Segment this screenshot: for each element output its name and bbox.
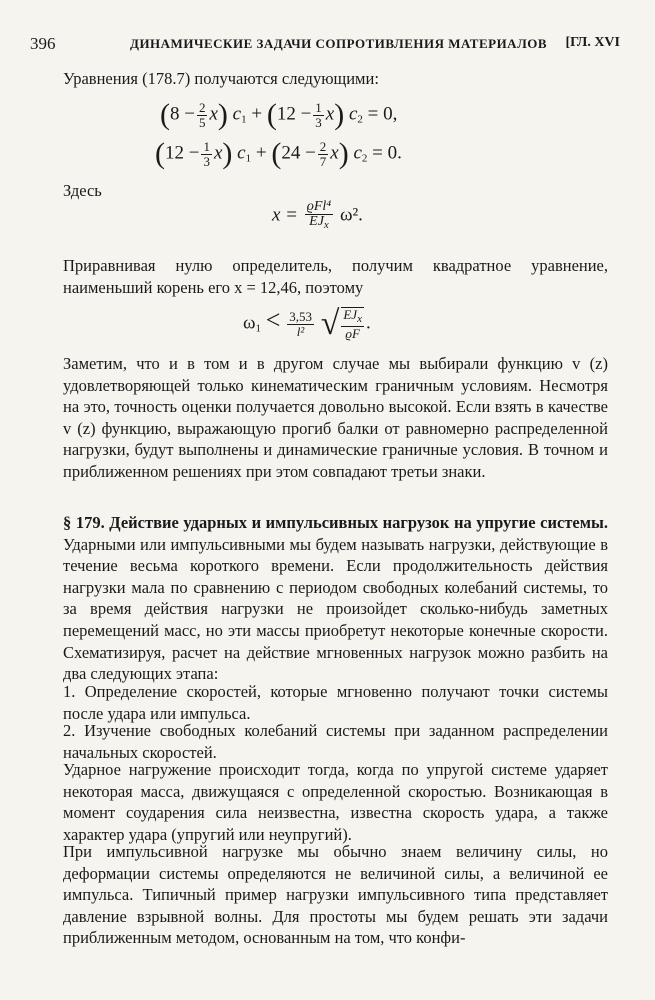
intro-line: Уравнения (178.7) получаются следующими: <box>63 69 379 88</box>
list-item-1: 1. Определение скоростей, которые мгновенно получают точки системы после удара или импульса. <box>63 682 608 723</box>
eq1-term: 8 − <box>170 103 195 125</box>
page-header <box>30 34 620 56</box>
paragraph-impact-loading: Ударное нагружение происходит тогда, когда по упругой системе ударяет некоторая масса, движущаяся с определенной скоростью. Возникающая в момент соударения сила неизвестна, известна скорость удара, а также характер удара (упругий или неупругий). <box>63 760 608 844</box>
sqrt-sign: √ <box>320 305 340 342</box>
list-item-2: 2. Изучение свободных колебаний системы при заданном распределении начальных скоростей. <box>63 721 608 762</box>
running-title: ДИНАМИЧЕСКИЕ ЗАДАЧИ СОПРОТИВЛЕНИЯ МАТЕРИАЛОВ <box>130 36 548 51</box>
equation-1: (8 − $\frac{2}{5}$ x) $c_1 + (12$ − $\frac{1}{3}$ x) $c_2 = 0$, <box>160 98 398 131</box>
equation-2: (12 − $\frac{1}{3}$ x) $c_1 + (24$ − $\frac{2}{7}$ x) $c_2 = 0$. <box>155 137 402 170</box>
section-heading: § 179. Действие ударных и импульсивных нагрузок на упругие системы. <box>63 513 608 532</box>
here-label: Здесь <box>63 181 102 200</box>
x-definition: x = $\frac{\text{ϱFl⁴}}{EJ_x}$ ω². <box>272 199 363 231</box>
omega-inequality: $\omega_1$ < $\frac{3,53}{\text{l²}}$ √ $\frac{EJ_x}{ϱF}$ . <box>243 305 371 342</box>
chapter-label: [ГЛ. XVI <box>565 35 620 50</box>
page-number: 396 <box>30 34 56 53</box>
fraction: $\frac{2}{5}$ <box>198 99 206 130</box>
paragraph-impact-intro: Ударными или импульсивными мы будем называть нагрузки, действующие в течение весьма короткого времени. Если продолжительность действия нагрузки мала по сравнению с периодом свободных колебаний системы, то за время действия нагрузки не произойдет сколько-нибудь заметных перемещений масс, но эти массы приобретут некоторые конечные скорости. Схематизируя, расчет на действие мгновенных нагрузок можно разбить на два следующих этапа: <box>63 534 608 684</box>
paragraph-determinant: Приравнивая нулю определитель, получим квадратное уравнение, наименьший корень его x = 12,46, поэтому <box>63 256 608 297</box>
section-179 <box>63 512 608 685</box>
paren-open: ( <box>160 98 170 131</box>
paragraph-remark: Заметим, что и в том и в другом случае мы выбирали функцию v (z) удовлетворяющей только кинематическим граничным условиям. Несмотря на это, точность оценки получается довольно высокой. Если взять в качестве v (z) функцию, выражающую прогиб балки от равномерно распределенной нагрузки, будут выполнены и динамические граничные условия. В точном и приближенном решениях при этом совпадают третьи знаки. <box>63 354 608 481</box>
paragraph-impulsive-loading: При импульсивной нагрузке мы обычно знаем величину силы, но деформации системы определяются не величиной силы, а величиной ее импульса. Типичный пример нагрузки импульсивного типа представляет давление взрывной волны. Для простоты мы будем решать эти задачи приближенным методом, основанным на том, что конфи- <box>63 842 608 948</box>
